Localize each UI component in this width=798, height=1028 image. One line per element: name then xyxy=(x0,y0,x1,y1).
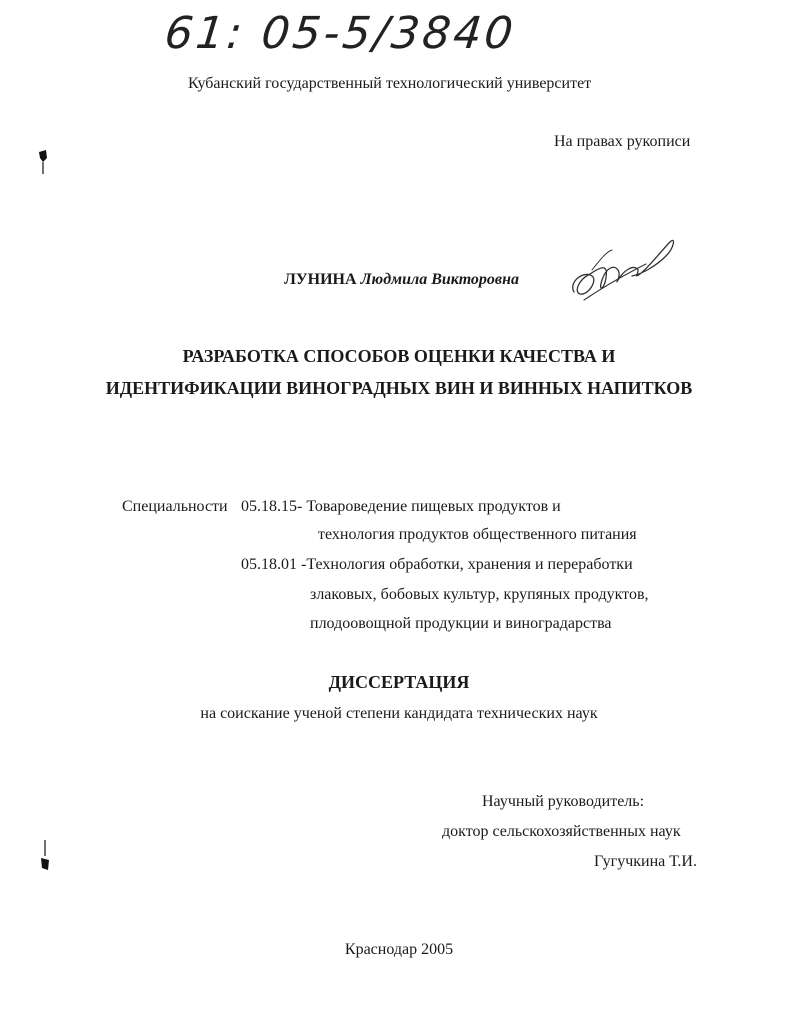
specialty-2-line-1: 05.18.01 -Технология обработки, хранения и переработки xyxy=(241,556,633,573)
place-and-year: Краснодар 2005 xyxy=(344,941,454,958)
specialties-label: Специальности xyxy=(122,498,228,515)
author-name xyxy=(284,270,519,290)
rights-notice: На правах рукописи xyxy=(554,133,691,150)
document-type: ДИССЕРТАЦИЯ xyxy=(328,672,470,692)
specialty-2-line-2: злаковых, бобовых культур, крупяных продуктов, xyxy=(310,586,649,603)
author-signature xyxy=(562,230,682,310)
scan-mark-top xyxy=(36,148,50,178)
supervisor-name: Гугучкина Т.И. xyxy=(594,853,697,870)
archive-code-handwritten: 61: 05-5/3840 xyxy=(162,8,519,59)
supervisor-label: Научный руководитель: xyxy=(482,793,645,810)
scan-mark-bottom xyxy=(38,838,52,878)
university-name: Кубанский государственный технологический университет xyxy=(188,75,592,92)
dissertation-title-line-1: РАЗРАБОТКА СПОСОБОВ ОЦЕНКИ КАЧЕСТВА И xyxy=(182,346,616,366)
author-surname: ЛУНИНА xyxy=(284,271,357,288)
specialty-1-line-1: 05.18.15- Товароведение пищевых продуктов и xyxy=(241,498,561,515)
specialty-1-line-2: технология продуктов общественного питания xyxy=(318,526,637,543)
specialty-2-line-3: плодоовощной продукции и виноградарства xyxy=(310,615,612,632)
dissertation-title-line-2: ИДЕНТИФИКАЦИИ ВИНОГРАДНЫХ ВИН И ВИННЫХ НАПИТКОВ xyxy=(105,378,693,398)
degree-statement: на соискание ученой степени кандидата технических наук xyxy=(200,705,598,722)
author-given-names: Людмила Викторовна xyxy=(360,271,519,288)
supervisor-degree: доктор сельскохозяйственных наук xyxy=(442,823,681,840)
